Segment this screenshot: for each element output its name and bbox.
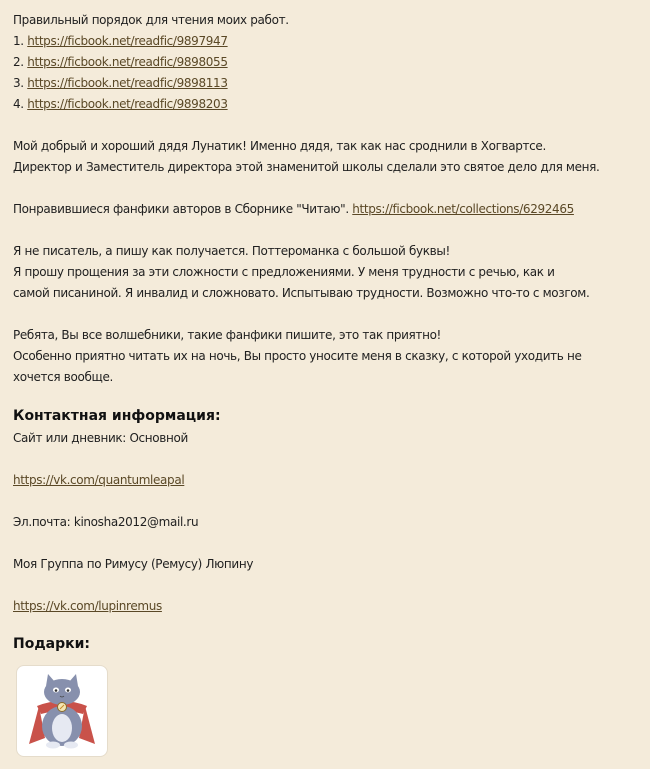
item-number: 4. <box>13 97 24 111</box>
vk-link[interactable]: https://vk.com/quantumleapal <box>13 473 185 487</box>
fic-link-2[interactable]: https://ficbook.net/readfic/9898055 <box>27 55 228 69</box>
fic-link-4[interactable]: https://ficbook.net/readfic/9898203 <box>27 97 228 111</box>
reading-order-item <box>13 31 648 52</box>
reading-order-item <box>13 94 648 115</box>
collection-line <box>13 199 648 220</box>
collection-link[interactable]: https://ficbook.net/collections/6292465 <box>352 202 574 216</box>
about-text: Директор и Заместитель директора этой знаменитой школы сделали это святое дело для меня. <box>13 160 600 174</box>
fic-link-3[interactable]: https://ficbook.net/readfic/9898113 <box>27 76 228 90</box>
fic-link-1[interactable]: https://ficbook.net/readfic/9897947 <box>27 34 228 48</box>
reading-order-item <box>13 73 648 94</box>
contacts-heading: Контактная информация: <box>13 408 221 424</box>
reading-order-item <box>13 52 648 73</box>
about-text: Мой добрый и хороший дядя Лунатик! Именно дядя, так как нас сроднили в Хогвартсе. <box>13 139 546 153</box>
item-number: 2. <box>13 55 24 69</box>
gift-item[interactable] <box>16 665 108 757</box>
about-text: хочется вообще. <box>13 370 113 384</box>
reading-order-intro: Правильный порядок для чтения моих работ. <box>13 13 289 27</box>
vk-line <box>13 470 648 491</box>
group-label: Моя Группа по Римусу (Ремусу) Люпину <box>13 557 254 571</box>
profile-description <box>13 10 648 656</box>
group-link[interactable]: https://vk.com/lupinremus <box>13 599 162 613</box>
site-label: Сайт или дневник: Основной <box>13 431 188 445</box>
about-text: Ребята, Вы все волшебники, такие фанфики пишите, это так приятно! <box>13 328 442 342</box>
about-text: Особенно приятно читать их на ночь, Вы просто уносите меня в сказку, с которой уходить не <box>13 349 582 363</box>
caped-cat-gift-icon <box>17 666 107 756</box>
about-text: самой писаниной. Я инвалид и сложновато. Испытываю трудности. Возможно что-то с мозгом. <box>13 286 590 300</box>
item-number: 3. <box>13 76 24 90</box>
collection-text: Понравившиеся фанфики авторов в Сборнике "Читаю". <box>13 202 353 216</box>
about-text: Я не писатель, а пишу как получается. Поттероманка с большой буквы! <box>13 244 450 258</box>
gifts-heading: Подарки: <box>13 636 91 652</box>
item-number: 1. <box>13 34 24 48</box>
about-text: Я прошу прощения за эти сложности с предложениями. У меня трудности с речью, как и <box>13 265 555 279</box>
email-text: Эл.почта: kinosha2012@mail.ru <box>13 515 199 529</box>
group-line <box>13 596 648 617</box>
